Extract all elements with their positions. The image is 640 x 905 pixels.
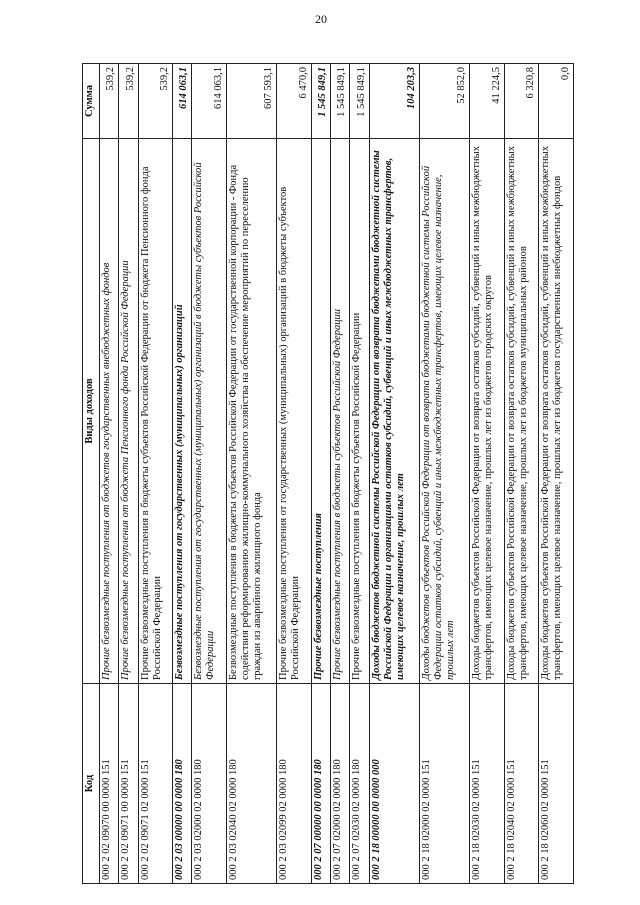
table-row [350,64,369,884]
row-sum: 607 593,1 [227,64,277,139]
row-code: 000 2 02 09071 02 0000 151 [138,684,173,884]
row-name: Доходы бюджетов субъектов Российской Федерации от возврата остатков субсидий, субвенций и иных межбюджетных трансфертов, имеющих целевое назначение, прошлых лет из бюджетов городских округов [469,139,504,684]
rotated-table-container [82,64,574,884]
header-name: Виды доходов [83,139,100,684]
row-name: Безвозмездные поступления от государственных (муниципальных) организаций [173,139,192,684]
row-code: 000 2 02 09071 00 0000 151 [119,684,138,884]
table-row [539,64,574,884]
row-code: 000 2 18 00000 00 0000 000 [369,684,419,884]
row-code: 000 2 07 02000 02 0000 180 [331,684,350,884]
row-name: Доходы бюджетов субъектов Российской Федерации от возврата остатков субсидий, субвенций и иных межбюджетных трансфертов, имеющих целевое назначение, прошлых лет из бюджетов государственных внебюджетных фондов [539,139,574,684]
row-sum: 41 224,5 [469,64,504,139]
row-sum: 614 063,1 [173,64,192,139]
table-row [100,64,119,884]
table-row [419,64,469,884]
header-code: Код [83,684,100,884]
row-sum: 104 203,3 [369,64,419,139]
table-row [504,64,539,884]
table-row [469,64,504,884]
row-code: 000 2 18 02040 02 0000 151 [504,684,539,884]
row-sum: 539,2 [138,64,173,139]
table-row [227,64,277,884]
row-sum: 6 470,0 [277,64,312,139]
row-name: Прочие безвозмездные поступления в бюджеты субъектов Российской Федерации от бюджета Пенсионного фонда Российской Федерации [138,139,173,684]
row-name: Прочие безвозмездные поступления в бюджеты субъектов Российской Федерации [331,139,350,684]
row-name: Доходы бюджетов субъектов Российской Федерации от возврата бюджетами бюджетной системы Российской Федерации остатков субсидий, субвенций и иных межбюджетных трансфертов, имеющих целевое назначение, прошлых лет [419,139,469,684]
table-row [192,64,227,884]
table-header-row [83,64,100,884]
row-name: Прочие безвозмездные поступления от бюджетов государственных внебюджетных фондов [100,139,119,684]
revenue-table [82,63,574,884]
row-name: Прочие безвозмездные поступления [311,139,330,684]
row-sum: 539,2 [119,64,138,139]
row-code: 000 2 18 02000 02 0000 151 [419,684,469,884]
table-row [119,64,138,884]
row-code: 000 2 03 02099 02 0000 180 [277,684,312,884]
row-sum: 1 545 849,1 [331,64,350,139]
row-sum: 52 852,0 [419,64,469,139]
row-sum: 0,0 [539,64,574,139]
row-code: 000 2 07 00000 00 0000 180 [311,684,330,884]
page-number: 20 [315,12,327,26]
row-name: Прочие безвозмездные поступления от бюджета Пенсионного фонда Российской Федерации [119,139,138,684]
row-sum: 1 545 849,1 [311,64,330,139]
row-sum: 6 320,8 [504,64,539,139]
row-name: Прочие безвозмездные поступления в бюджеты субъектов Российской Федерации [350,139,369,684]
row-name: Прочие безвозмездные поступления от государственных (муниципальных) организаций в бюджеты субъектов Российской Федерации [277,139,312,684]
row-code: 000 2 07 02030 02 0000 180 [350,684,369,884]
table-row [138,64,173,884]
table-row [277,64,312,884]
row-name: Безвозмездные поступления от государственных (муниципальных) организаций в бюджеты субъектов Российской Федерации [192,139,227,684]
row-name: Доходы бюджетов бюджетной системы Российской Федерации от возврата бюджетами бюджетной системы Российской Федерации и организациями остатков субсидий, субвенций и иных межбюджетных трансфертов, имеющих целевое назначение, прошлых лет [369,139,419,684]
table-row [331,64,350,884]
row-code: 000 2 03 02040 02 0000 180 [227,684,277,884]
row-code: 000 2 18 02030 02 0000 151 [469,684,504,884]
row-sum: 539,2 [100,64,119,139]
row-sum: 1 545 849,1 [350,64,369,139]
header-sum: Сумма [83,64,100,139]
row-code: 000 2 18 02060 02 0000 151 [539,684,574,884]
table-row [173,64,192,884]
row-code: 000 2 02 09070 00 0000 151 [100,684,119,884]
row-code: 000 2 03 00000 00 0000 180 [173,684,192,884]
row-sum: 614 063,1 [192,64,227,139]
row-code: 000 2 03 02000 02 0000 180 [192,684,227,884]
table-row [311,64,330,884]
row-name: Доходы бюджетов субъектов Российской Федерации от возврата остатков субсидий, субвенций и иных межбюджетных трансфертов, имеющих целевое назначение, прошлых лет из бюджетов муниципальных районов [504,139,539,684]
table-row [369,64,419,884]
row-name: Безвозмездные поступления в бюджеты субъектов Российской Федерации от государственной корпорации - Фонда содействия реформированию жилищно-коммунального хозяйства на обеспечение мероприятий по переселению граждан из аварийного жилищного фонда [227,139,277,684]
